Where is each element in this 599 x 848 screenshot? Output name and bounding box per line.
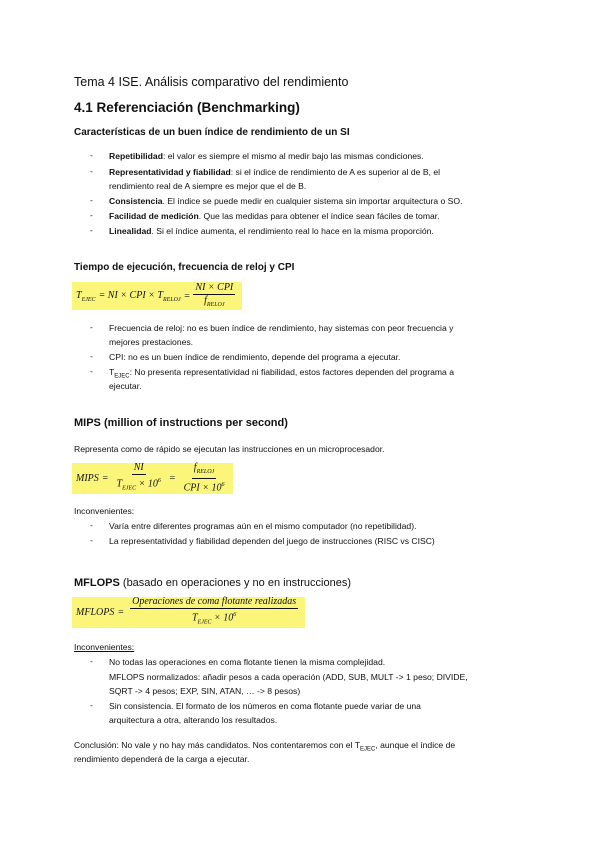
section-heading: 4.1 Referenciación (Benchmarking) [74, 100, 300, 115]
bullet-dash: - [90, 150, 93, 160]
bullet-dash: - [90, 225, 93, 235]
list-item: Varía entre diferentes programas aún en el mismo computador (no repetibilidad). [109, 521, 417, 531]
bullet-dash: - [90, 520, 93, 530]
item-text-continued: rendimiento real de A siempre es mejor que el de B. [109, 181, 307, 191]
item-text-continued: arquitectura a otra, alterando los resultados. [109, 715, 278, 725]
mips-heading: MIPS (million of instructions per second) [74, 417, 288, 429]
document-title: Tema 4 ISE. Análisis comparativo del rendimiento [74, 75, 349, 89]
item-text: . Si el índice aumenta, el rendimiento real lo hace en la misma proporción. [151, 226, 434, 236]
list-item: La representatividad y fiabilidad dependen del juego de instrucciones (RISC vs CISC) [109, 536, 435, 546]
bullet-dash: - [90, 366, 93, 376]
tiempo-heading: Tiempo de ejecución, frecuencia de reloj y CPI [74, 262, 295, 273]
bullet-dash: - [90, 700, 93, 710]
fraction-denominator: $f_{RELOJ}$ [204, 294, 225, 308]
bullet-dash: - [90, 166, 93, 176]
item-term: Consistencia [109, 196, 163, 206]
mips-description: Representa como de rápido se ejecutan las instrucciones en un microprocesador. [74, 444, 385, 454]
item-text-continued: SQRT -> 4 pesos; EXP, SIN, ATAN, … -> 8 pesos) [109, 686, 301, 696]
item-text: . El índice se puede medir en cualquier sistema sin importar arquitectura o SO. [162, 196, 463, 206]
list-item: Frecuencia de reloj: no es buen índice de rendimiento, hay sistemas con peor frecuencia y [109, 323, 454, 333]
formula-equals: = [183, 290, 191, 302]
conclusion-text-continued: rendimiento dependerá de la carga a ejecutar. [74, 754, 250, 764]
item-text-continued: mejores prestaciones. [109, 337, 194, 347]
fraction-numerator: Operaciones de coma flotante realizadas [132, 596, 297, 608]
bullet-dash: - [90, 535, 93, 545]
list-item: CPI: no es un buen índice de rendimiento, depende del programa a ejecutar. [109, 352, 401, 362]
item-text-continued: ejecutar. [109, 381, 142, 391]
list-item [109, 166, 440, 178]
mips-formula [72, 463, 233, 494]
formula-fraction [115, 462, 163, 494]
bullet-dash: - [90, 322, 93, 332]
formula-equals: = [101, 473, 109, 484]
mips-cons-label: Inconvenientes: [74, 506, 135, 516]
formula-lhs: MFLOPS [76, 607, 115, 618]
item-term: Linealidad [109, 226, 152, 236]
formula-lhs: MIPS [76, 473, 99, 484]
list-item [109, 210, 440, 222]
formula-middle: = NI × CPI × $T_{RELOJ}$ [98, 289, 181, 303]
bullet-dash: - [90, 210, 93, 220]
item-text: : el valor es siempre el mismo al medir bajo las mismas condiciones. [162, 151, 424, 161]
formula-lhs: $T_{EJEC}$ [76, 289, 96, 303]
formula-equals: = [117, 607, 125, 618]
bullet-dash: - [90, 195, 93, 205]
item-term: Facilidad de medición [109, 211, 199, 221]
bullet-dash: - [90, 351, 93, 361]
item-text: : si el índice de rendimiento de A es superior al de B, el [230, 167, 441, 177]
fraction-numerator: $f_{RELOJ}$ [192, 462, 216, 479]
list-item [109, 225, 434, 237]
item-text-continued: MFLOPS normalizados: añadir pesos a cada operación (ADD, SUB, MULT -> 1 peso; DIVIDE, [109, 672, 468, 682]
item-term: Representatividad y fiabilidad [109, 167, 231, 177]
list-item: $T_{EJEC}$: No presenta representatividad ni fiabilidad, estos factores dependen del programa a [109, 367, 454, 380]
formula-fraction [193, 282, 235, 311]
mflops-heading: MFLOPS (basado en operaciones y no en instrucciones) [74, 577, 351, 589]
tiempo-formula [72, 282, 242, 310]
fraction-denominator: CPI × $10^6$ [183, 482, 225, 494]
bullet-dash: - [90, 656, 93, 666]
item-text: . Que las medidas para obtener el índice sean fáciles de tomar. [198, 211, 440, 221]
fraction-denominator: $T_{EJEC} \times 10^6$ [116, 478, 161, 492]
item-term: Repetibilidad [109, 151, 163, 161]
list-item [109, 150, 424, 162]
fraction-denominator: $T_{EJEC} \times 10^6$ [191, 612, 237, 626]
mflops-formula [72, 597, 305, 628]
conclusion-text: Conclusión: No vale y no hay más candidatos. Nos contentaremos con el $T_{EJEC}$, aunque el índice de [74, 740, 456, 753]
formula-fraction [182, 462, 227, 494]
list-item [109, 195, 462, 207]
fraction-numerator: NI [133, 462, 144, 474]
formula-fraction [130, 596, 298, 628]
fraction-numerator: NI × CPI [195, 281, 234, 293]
list-item: Sin consistencia. El formato de los números en coma flotante puede variar de una [109, 701, 421, 711]
characteristics-heading: Características de un buen índice de rendimiento de un SI [74, 127, 350, 138]
list-item: No todas las operaciones en coma flotante tienen la misma complejidad. [109, 657, 386, 667]
formula-equals: = [168, 473, 176, 484]
mflops-cons-label: Inconvenientes: [74, 642, 135, 652]
